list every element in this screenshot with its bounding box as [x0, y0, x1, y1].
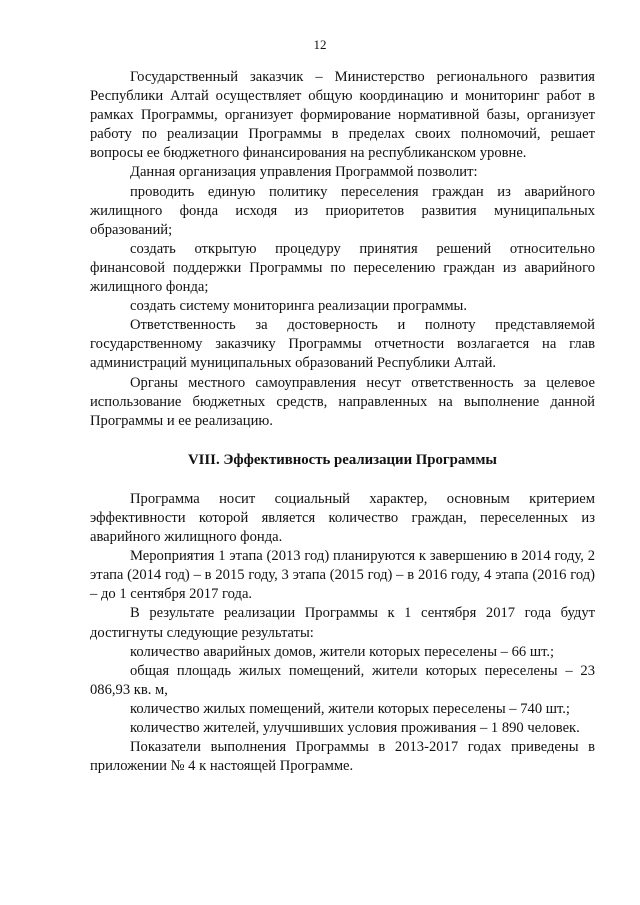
- paragraph-management-intro: Данная организация управления Программой позволит:: [130, 164, 478, 181]
- result-item-residents: количество жителей, улучшивших условия проживания – 1 890 человек.: [130, 720, 580, 736]
- list-item-monitoring-system: создать систему мониторинга реализации программы.: [130, 298, 468, 315]
- paragraph-local-authorities: Органы местного самоуправления несут ответственность за целевое использование бюджетных средств, направленных на выполнение данной Программы и ее реализацию.: [90, 374, 595, 429]
- paragraph-results-intro: В результате реализации Программы к 1 сентября 2017 года будут достигнуты следующие результаты:: [90, 605, 595, 641]
- page-number: 12: [313, 37, 327, 52]
- result-item-houses: количество аварийных домов, жители которых переселены – 66 шт.;: [130, 643, 555, 660]
- result-item-area: общая площадь жилых помещений, жители которых переселены – 23 086,93 кв. м,: [90, 662, 595, 698]
- paragraph-indicators: Показатели выполнения Программы в 2013-2017 годах приведены в приложении № 4 к настоящей Программе.: [90, 739, 595, 775]
- section-heading: VIII. Эффективность реализации Программы: [187, 451, 497, 468]
- paragraph-stages: Мероприятия 1 этапа (2013 год) планируются к завершению в 2014 году, 2 этапа (2014 год) – в 2015 году, 3 этапа (2015 год) – в 2016 году, 4 этапа (2016 год) – до 1 сентября 2017 года.: [90, 548, 595, 603]
- result-item-rooms: количество жилых помещений, жители которых переселены – 740 шт.;: [130, 700, 570, 717]
- paragraph-state-customer: Государственный заказчик – Министерство регионального развития Республики Алтай осуществляет общую координацию и мониторинг работ в рамках Программы, организует формирование нормативной базы, организует работу по реализации Программы в пределах своих полномочий, решает вопросы ее бюджетного финансирования на республиканском уровне.: [90, 69, 595, 162]
- paragraph-responsibility: Ответственность за достоверность и полноту представляемой государственному заказчику Программы отчетности возлагается на глав администраций муниципальных образований Республики Алтай.: [90, 317, 595, 372]
- list-item-unified-policy: проводить единую политику переселения граждан из аварийного жилищного фонда исходя из приоритетов развития муниципальных образований;: [90, 183, 595, 238]
- document-body: [90, 68, 595, 776]
- paragraph-social-character: Программа носит социальный характер, основным критерием эффективности которой является количество граждан, переселенных из аварийного жилищного фонда.: [90, 490, 595, 546]
- list-item-open-procedure: создать открытую процедуру принятия решений относительно финансовой поддержки Программы по переселению граждан из аварийного жилищного фонда;: [90, 240, 595, 296]
